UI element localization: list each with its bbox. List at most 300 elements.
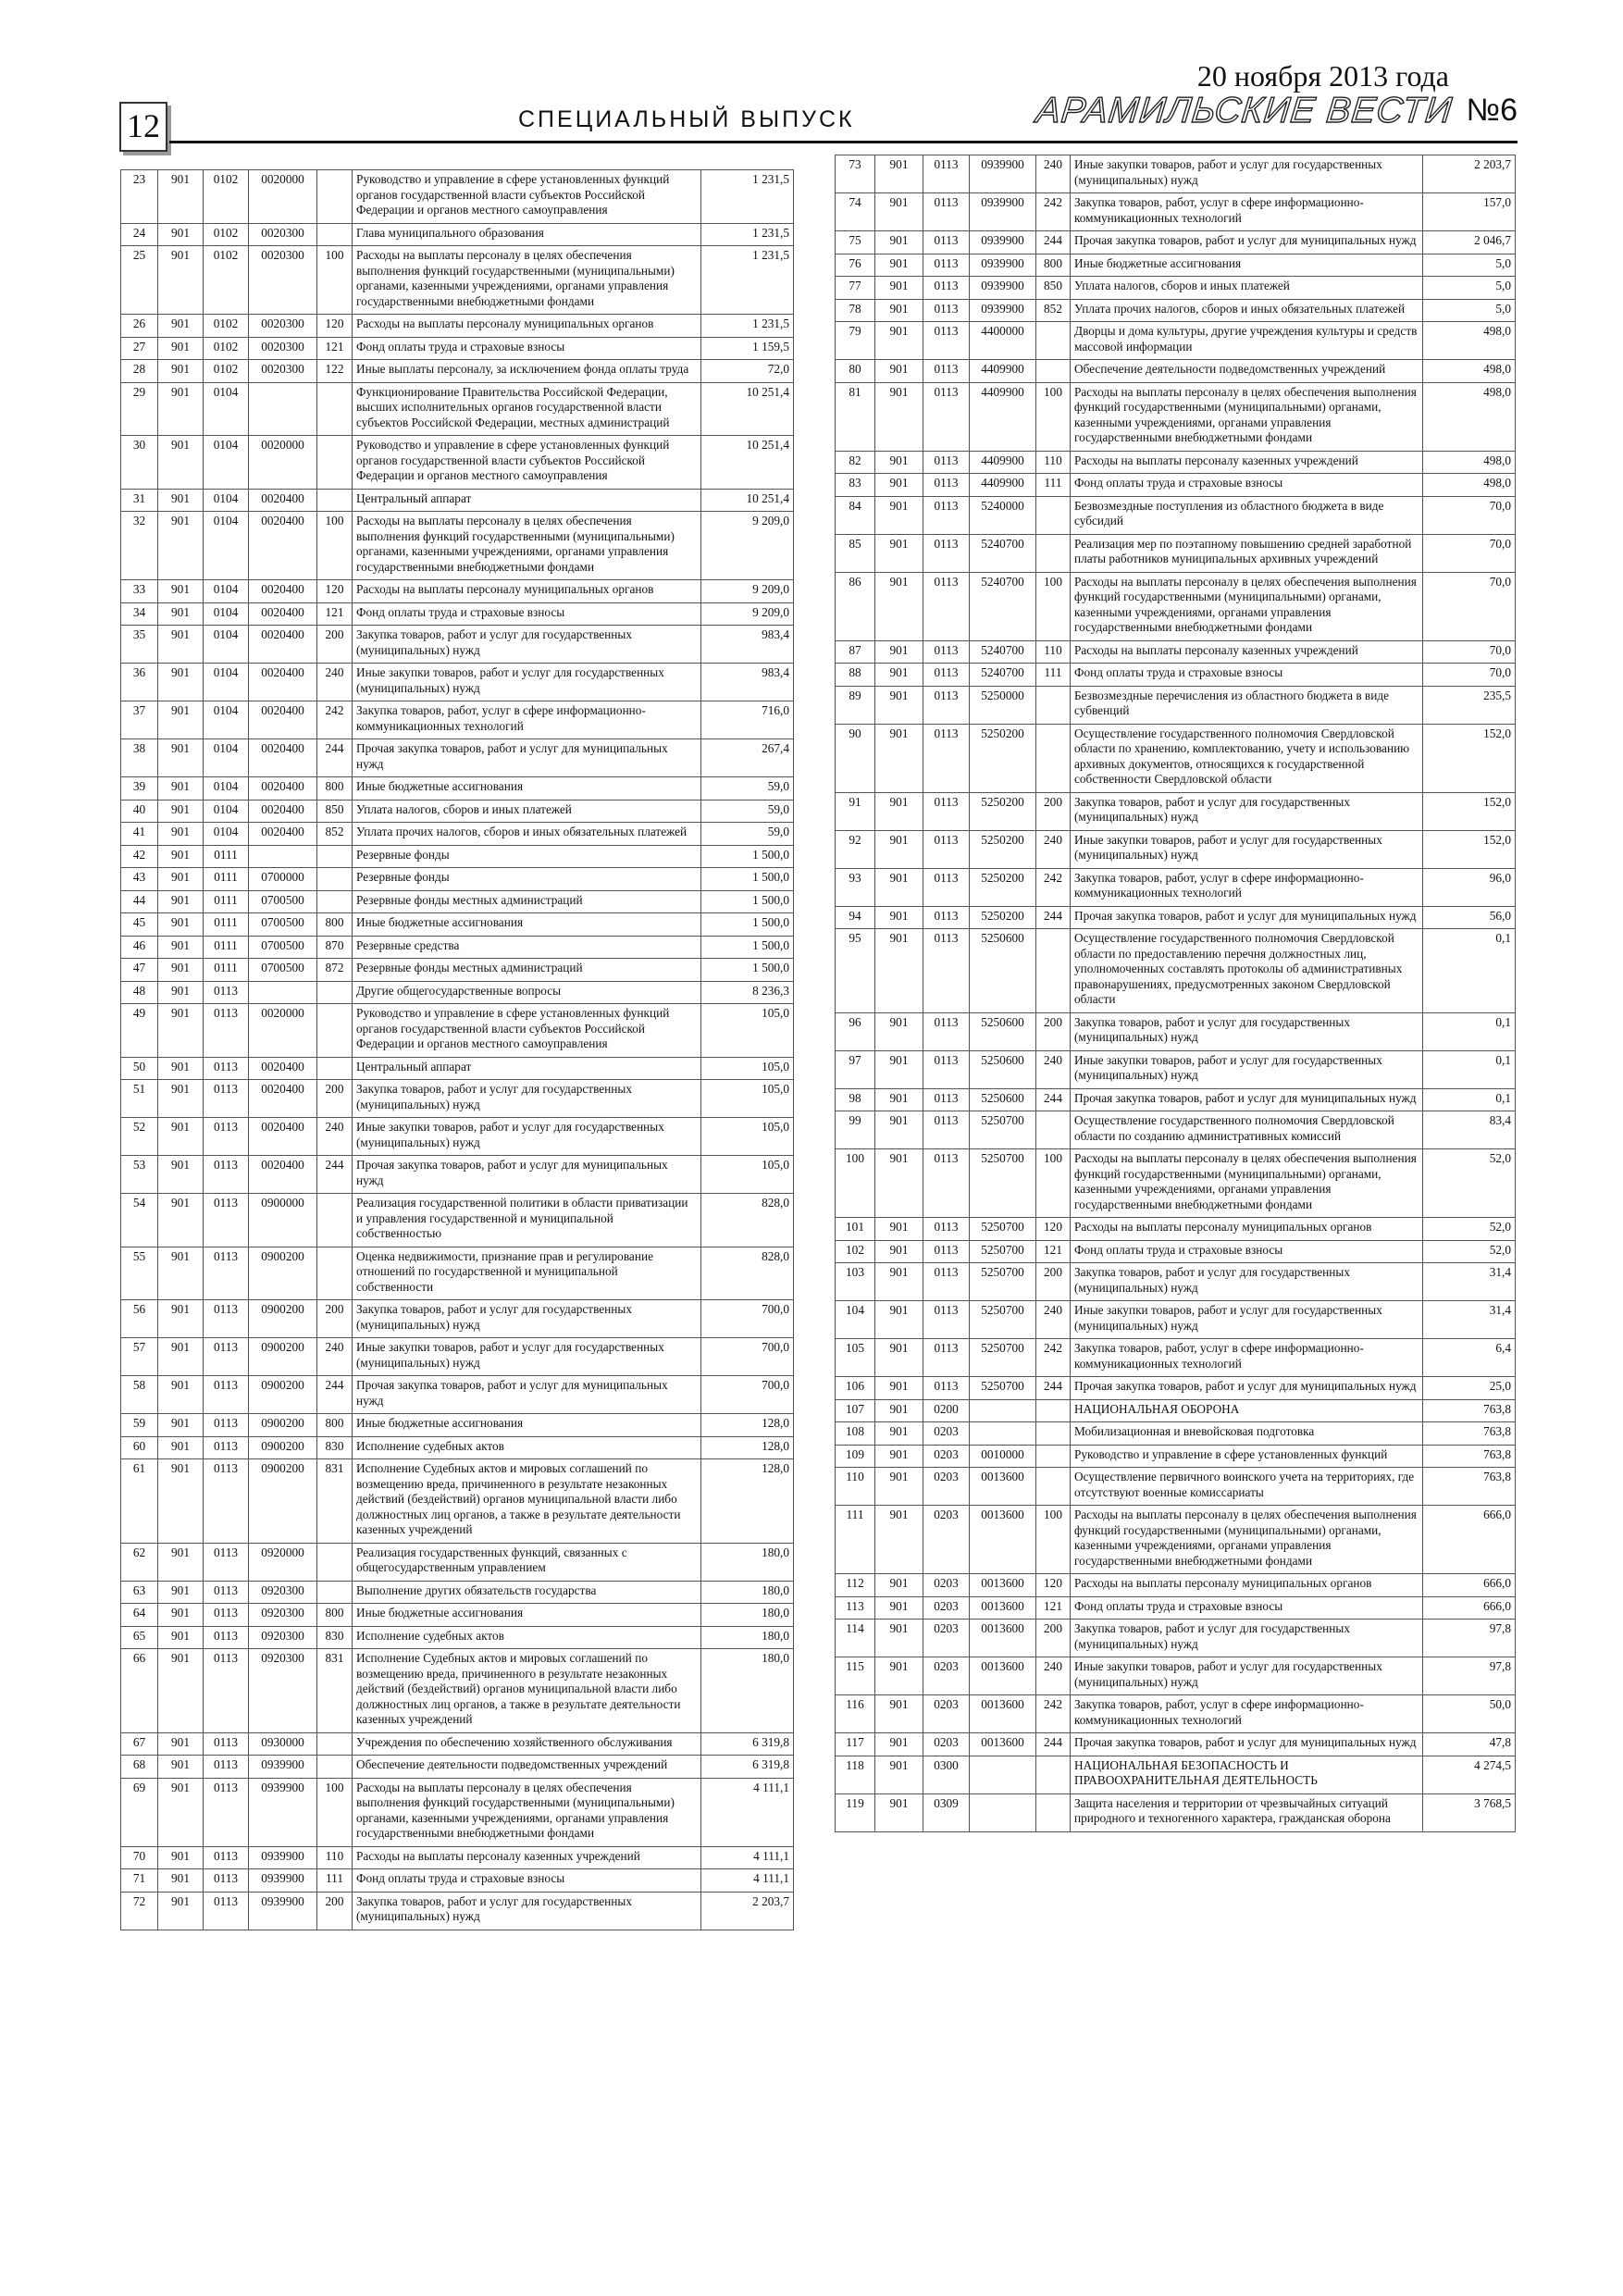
- amount-cell: 700,0: [701, 1300, 794, 1338]
- table-row: [836, 360, 1516, 383]
- admin-code-cell: 901: [158, 1581, 204, 1604]
- admin-code-cell: 901: [158, 337, 204, 360]
- table-row: [836, 254, 1516, 277]
- row-number-cell: 97: [836, 1050, 875, 1088]
- section-code-cell: 0113: [923, 254, 970, 277]
- row-number-cell: 57: [121, 1338, 158, 1376]
- amount-cell: 498,0: [1423, 451, 1516, 474]
- admin-code-cell: 901: [158, 890, 204, 913]
- table-row: [121, 868, 794, 891]
- target-item-cell: 0900200: [249, 1459, 317, 1544]
- table-row: [121, 1436, 794, 1459]
- target-item-cell: 4409900: [970, 382, 1036, 451]
- expense-type-cell: 121: [1036, 1596, 1071, 1620]
- expense-type-cell: 831: [317, 1459, 353, 1544]
- row-number-cell: 38: [121, 739, 158, 777]
- row-number-cell: 24: [121, 223, 158, 246]
- table-row: [836, 830, 1516, 868]
- item-name-cell: Иные закупки товаров, работ и услуг для государственных (муниципальных) нужд: [353, 1338, 701, 1376]
- target-item-cell: 0939900: [970, 254, 1036, 277]
- row-number-cell: 119: [836, 1793, 875, 1831]
- admin-code-cell: 901: [875, 496, 923, 534]
- expense-type-cell: 110: [1036, 640, 1071, 664]
- admin-code-cell: 901: [158, 1756, 204, 1779]
- table-row: [836, 1422, 1516, 1446]
- target-item-cell: 0930000: [249, 1732, 317, 1756]
- row-number-cell: 59: [121, 1414, 158, 1437]
- table-row: [121, 800, 794, 823]
- section-code-cell: 0203: [923, 1695, 970, 1733]
- amount-cell: 8 236,3: [701, 981, 794, 1004]
- target-item-cell: 5250700: [970, 1240, 1036, 1263]
- amount-cell: 9 209,0: [701, 602, 794, 626]
- item-name-cell: Иные выплаты персоналу, за исключением фонда оплаты труда: [353, 360, 701, 383]
- table-row: [836, 1240, 1516, 1263]
- target-item-cell: 0013600: [970, 1657, 1036, 1695]
- row-number-cell: 78: [836, 299, 875, 322]
- section-code-cell: 0111: [204, 845, 249, 868]
- row-number-cell: 25: [121, 246, 158, 315]
- target-item-cell: 0020000: [249, 436, 317, 490]
- admin-code-cell: 901: [875, 231, 923, 254]
- amount-cell: 59,0: [701, 800, 794, 823]
- item-name-cell: Оценка недвижимости, признание прав и регулирование отношений по государственной и муниципальной собственности: [353, 1247, 701, 1300]
- section-code-cell: 0111: [204, 959, 249, 982]
- section-code-cell: 0111: [204, 913, 249, 937]
- target-item-cell: 5250200: [970, 792, 1036, 830]
- admin-code-cell: 901: [875, 1468, 923, 1506]
- row-number-cell: 95: [836, 929, 875, 1013]
- table-row: [836, 1399, 1516, 1422]
- section-code-cell: 0113: [923, 1111, 970, 1149]
- amount-cell: 180,0: [701, 1543, 794, 1581]
- target-item-cell: 5250200: [970, 830, 1036, 868]
- admin-code-cell: 901: [158, 800, 204, 823]
- item-name-cell: Исполнение судебных актов: [353, 1626, 701, 1649]
- row-number-cell: 93: [836, 868, 875, 906]
- expense-type-cell: 242: [1036, 868, 1071, 906]
- table-row: [121, 1338, 794, 1376]
- admin-code-cell: 901: [875, 1399, 923, 1422]
- item-name-cell: Расходы на выплаты персоналу в целях обеспечения выполнения функций государственными (муниципальными) органами, казенными учреждениями, органами управления государственными внебюджетными фондами: [1071, 1149, 1423, 1218]
- table-row: [121, 1649, 794, 1733]
- row-number-cell: 112: [836, 1574, 875, 1597]
- row-number-cell: 73: [836, 155, 875, 193]
- admin-code-cell: 901: [875, 1149, 923, 1218]
- target-item-cell: [970, 1399, 1036, 1422]
- table-row: [121, 1194, 794, 1247]
- section-code-cell: 0309: [923, 1793, 970, 1831]
- admin-code-cell: 901: [875, 1012, 923, 1050]
- item-name-cell: Расходы на выплаты персоналу в целях обеспечения выполнения функций государственными (муниципальными) органами, казенными учреждениями, органами управления государственными внебюджетными фондами: [1071, 382, 1423, 451]
- admin-code-cell: 901: [158, 823, 204, 846]
- target-item-cell: 0939900: [249, 1756, 317, 1779]
- amount-cell: 10 251,4: [701, 436, 794, 490]
- section-code-cell: 0113: [923, 155, 970, 193]
- amount-cell: 52,0: [1423, 1218, 1516, 1241]
- row-number-cell: 102: [836, 1240, 875, 1263]
- expense-type-cell: 240: [1036, 1050, 1071, 1088]
- table-row: [836, 1050, 1516, 1088]
- amount-cell: 6 319,8: [701, 1756, 794, 1779]
- item-name-cell: Реализация государственных функций, связанных с общегосударственным управлением: [353, 1543, 701, 1581]
- amount-cell: 763,8: [1423, 1422, 1516, 1446]
- target-item-cell: 0020300: [249, 246, 317, 315]
- table-row: [121, 890, 794, 913]
- item-name-cell: Прочая закупка товаров, работ и услуг для муниципальных нужд: [1071, 1088, 1423, 1111]
- row-number-cell: 83: [836, 474, 875, 497]
- admin-code-cell: 901: [158, 1626, 204, 1649]
- amount-cell: 6 319,8: [701, 1732, 794, 1756]
- section-code-cell: 0203: [923, 1596, 970, 1620]
- row-number-cell: 47: [121, 959, 158, 982]
- item-name-cell: Иные закупки товаров, работ и услуг для государственных (муниципальных) нужд: [353, 664, 701, 701]
- item-name-cell: Руководство и управление в сфере установленных функций: [1071, 1445, 1423, 1468]
- table-row: [121, 1118, 794, 1156]
- admin-code-cell: 901: [158, 315, 204, 338]
- section-code-cell: 0113: [923, 231, 970, 254]
- admin-code-cell: 901: [158, 382, 204, 436]
- row-number-cell: 107: [836, 1399, 875, 1422]
- section-code-cell: 0113: [923, 792, 970, 830]
- section-code-cell: 0113: [204, 1778, 249, 1846]
- expense-type-cell: 244: [317, 1376, 353, 1414]
- table-row: [836, 1012, 1516, 1050]
- item-name-cell: Обеспечение деятельности подведомственных учреждений: [353, 1756, 701, 1779]
- amount-cell: 0,1: [1423, 929, 1516, 1013]
- row-number-cell: 118: [836, 1756, 875, 1793]
- admin-code-cell: 901: [875, 1301, 923, 1339]
- amount-cell: 180,0: [701, 1626, 794, 1649]
- expense-type-cell: [1036, 1756, 1071, 1793]
- expense-type-cell: 244: [317, 1156, 353, 1194]
- amount-cell: 52,0: [1423, 1149, 1516, 1218]
- item-name-cell: Расходы на выплаты персоналу муниципальных органов: [353, 580, 701, 603]
- admin-code-cell: 901: [158, 1004, 204, 1058]
- admin-code-cell: 901: [158, 1376, 204, 1414]
- table-row: [836, 1218, 1516, 1241]
- amount-cell: 763,8: [1423, 1399, 1516, 1422]
- table-row: [121, 382, 794, 436]
- target-item-cell: 0920300: [249, 1626, 317, 1649]
- expense-type-cell: [1036, 1111, 1071, 1149]
- item-name-cell: Иные закупки товаров, работ и услуг для государственных (муниципальных) нужд: [1071, 830, 1423, 868]
- section-code-cell: 0113: [204, 1414, 249, 1437]
- amount-cell: 2 203,7: [701, 1892, 794, 1930]
- expense-type-cell: [317, 981, 353, 1004]
- item-name-cell: Прочая закупка товаров, работ и услуг для муниципальных нужд: [353, 739, 701, 777]
- item-name-cell: Расходы на выплаты персоналу в целях обеспечения выполнения функций государственными (муниципальными) органами, казенными учреждениями, органами управления государственными внебюджетными фондами: [1071, 572, 1423, 640]
- target-item-cell: 5250700: [970, 1377, 1036, 1400]
- admin-code-cell: 901: [158, 360, 204, 383]
- section-code-cell: 0111: [204, 936, 249, 959]
- admin-code-cell: 901: [158, 981, 204, 1004]
- section-code-cell: 0113: [204, 1194, 249, 1247]
- table-row: [836, 193, 1516, 231]
- row-number-cell: 88: [836, 664, 875, 687]
- target-item-cell: 0020400: [249, 626, 317, 664]
- table-row: [121, 436, 794, 490]
- table-row: [121, 1543, 794, 1581]
- amount-cell: 700,0: [701, 1338, 794, 1376]
- section-code-cell: 0104: [204, 739, 249, 777]
- admin-code-cell: 901: [875, 474, 923, 497]
- section-code-cell: 0113: [923, 1263, 970, 1301]
- amount-cell: 1 500,0: [701, 913, 794, 937]
- expense-type-cell: [317, 868, 353, 891]
- amount-cell: 105,0: [701, 1004, 794, 1058]
- table-row: [836, 1111, 1516, 1149]
- target-item-cell: 0013600: [970, 1620, 1036, 1657]
- section-code-cell: 0113: [204, 981, 249, 1004]
- target-item-cell: 0020400: [249, 1118, 317, 1156]
- item-name-cell: Закупка товаров, работ и услуг для государственных (муниципальных) нужд: [353, 1892, 701, 1930]
- item-name-cell: Осуществление первичного воинского учета на территориях, где отсутствуют военные комиссариаты: [1071, 1468, 1423, 1506]
- table-row: [836, 640, 1516, 664]
- table-row: [836, 1657, 1516, 1695]
- amount-cell: 128,0: [701, 1414, 794, 1437]
- section-code-cell: 0104: [204, 602, 249, 626]
- section-code-cell: 0113: [204, 1649, 249, 1733]
- admin-code-cell: 901: [875, 254, 923, 277]
- table-row: [121, 1604, 794, 1627]
- table-row: [836, 1339, 1516, 1377]
- admin-code-cell: 901: [158, 1057, 204, 1080]
- expense-type-cell: 242: [1036, 193, 1071, 231]
- section-code-cell: 0113: [923, 474, 970, 497]
- target-item-cell: 5240700: [970, 534, 1036, 572]
- admin-code-cell: 901: [875, 1377, 923, 1400]
- expense-type-cell: [317, 170, 353, 224]
- section-code-cell: 0113: [923, 451, 970, 474]
- admin-code-cell: 901: [158, 1543, 204, 1581]
- expense-type-cell: 122: [317, 360, 353, 383]
- section-code-cell: 0203: [923, 1574, 970, 1597]
- amount-cell: 983,4: [701, 664, 794, 701]
- target-item-cell: 0920300: [249, 1604, 317, 1627]
- row-number-cell: 31: [121, 489, 158, 512]
- row-number-cell: 62: [121, 1543, 158, 1581]
- admin-code-cell: 901: [875, 1445, 923, 1468]
- section-code-cell: 0113: [204, 1604, 249, 1627]
- expense-type-cell: 240: [317, 1118, 353, 1156]
- admin-code-cell: 901: [158, 512, 204, 580]
- target-item-cell: 0939900: [249, 1846, 317, 1869]
- item-name-cell: Резервные фонды: [353, 868, 701, 891]
- section-code-cell: 0104: [204, 664, 249, 701]
- target-item-cell: 0020400: [249, 1057, 317, 1080]
- amount-cell: 105,0: [701, 1156, 794, 1194]
- table-row: [121, 701, 794, 739]
- expense-type-cell: 830: [317, 1626, 353, 1649]
- row-number-cell: 71: [121, 1869, 158, 1893]
- expense-type-cell: 244: [1036, 1733, 1071, 1756]
- amount-cell: 2 203,7: [1423, 155, 1516, 193]
- target-item-cell: 5250200: [970, 868, 1036, 906]
- target-item-cell: 0020400: [249, 1156, 317, 1194]
- item-name-cell: Закупка товаров, работ и услуг для государственных (муниципальных) нужд: [1071, 1620, 1423, 1657]
- amount-cell: 31,4: [1423, 1263, 1516, 1301]
- table-row: [836, 231, 1516, 254]
- expense-type-cell: [317, 1732, 353, 1756]
- section-code-cell: 0113: [923, 496, 970, 534]
- row-number-cell: 108: [836, 1422, 875, 1446]
- expense-type-cell: 100: [1036, 572, 1071, 640]
- budget-table-right: [835, 155, 1516, 1832]
- row-number-cell: 99: [836, 1111, 875, 1149]
- section-code-cell: 0113: [923, 686, 970, 724]
- row-number-cell: 64: [121, 1604, 158, 1627]
- table-row: [121, 739, 794, 777]
- expense-type-cell: 200: [1036, 1263, 1071, 1301]
- amount-cell: 235,5: [1423, 686, 1516, 724]
- section-code-cell: 0111: [204, 868, 249, 891]
- target-item-cell: 4409900: [970, 360, 1036, 383]
- item-name-cell: Руководство и управление в сфере установленных функций органов государственной власти субъектов Российской Федерации и органов местного самоуправления: [353, 436, 701, 490]
- row-number-cell: 53: [121, 1156, 158, 1194]
- expense-type-cell: [1036, 1445, 1071, 1468]
- table-row: [121, 1300, 794, 1338]
- admin-code-cell: 901: [875, 1088, 923, 1111]
- target-item-cell: 4400000: [970, 322, 1036, 360]
- expense-type-cell: [317, 489, 353, 512]
- amount-cell: 828,0: [701, 1194, 794, 1247]
- expense-type-cell: [1036, 1399, 1071, 1422]
- amount-cell: 6,4: [1423, 1339, 1516, 1377]
- table-row: [121, 1376, 794, 1414]
- admin-code-cell: 901: [875, 1240, 923, 1263]
- item-name-cell: Закупка товаров, работ и услуг для государственных (муниципальных) нужд: [1071, 792, 1423, 830]
- expense-type-cell: 200: [1036, 1620, 1071, 1657]
- amount-cell: 498,0: [1423, 474, 1516, 497]
- section-code-cell: 0203: [923, 1657, 970, 1695]
- admin-code-cell: 901: [158, 1080, 204, 1118]
- amount-cell: 0,1: [1423, 1050, 1516, 1088]
- section-code-cell: 0203: [923, 1733, 970, 1756]
- item-name-cell: Расходы на выплаты персоналу в целях обеспечения выполнения функций государственными (муниципальными) органами, казенными учреждениями, органами управления государственными внебюджетными фондами: [353, 1778, 701, 1846]
- table-row: [836, 929, 1516, 1013]
- admin-code-cell: 901: [875, 929, 923, 1013]
- row-number-cell: 66: [121, 1649, 158, 1733]
- amount-cell: 83,4: [1423, 1111, 1516, 1149]
- target-item-cell: 0939900: [970, 231, 1036, 254]
- row-number-cell: 109: [836, 1445, 875, 1468]
- table-row: [121, 823, 794, 846]
- item-name-cell: Иные закупки товаров, работ и услуг для государственных (муниципальных) нужд: [1071, 1301, 1423, 1339]
- target-item-cell: 5240000: [970, 496, 1036, 534]
- admin-code-cell: 901: [158, 959, 204, 982]
- admin-code-cell: 901: [875, 155, 923, 193]
- item-name-cell: Расходы на выплаты персоналу в целях обеспечения выполнения функций государственными (муниципальными) органами, казенными учреждениями, органами управления государственными внебюджетными фондами: [1071, 1506, 1423, 1574]
- amount-cell: 498,0: [1423, 322, 1516, 360]
- amount-cell: 5,0: [1423, 277, 1516, 300]
- section-code-cell: 0113: [923, 1149, 970, 1218]
- target-item-cell: 0920000: [249, 1543, 317, 1581]
- amount-cell: 70,0: [1423, 664, 1516, 687]
- target-item-cell: [970, 1793, 1036, 1831]
- section-code-cell: 0113: [923, 1050, 970, 1088]
- section-code-cell: 0113: [923, 640, 970, 664]
- expense-type-cell: [1036, 1468, 1071, 1506]
- item-name-cell: Резервные фонды местных администраций: [353, 890, 701, 913]
- item-name-cell: Центральный аппарат: [353, 489, 701, 512]
- item-name-cell: Исполнение Судебных актов и мировых соглашений по возмещению вреда, причиненного в результате незаконных действий (бездействий) органов муниципальной власти либо должностных лиц органов, а также в результате деятельности казенных учреждений: [353, 1649, 701, 1733]
- item-name-cell: Резервные фонды местных администраций: [353, 959, 701, 982]
- item-name-cell: Реализация государственной политики в области приватизации и управления государственной и муниципальной собственностью: [353, 1194, 701, 1247]
- admin-code-cell: 901: [875, 360, 923, 383]
- section-code-cell: 0113: [923, 664, 970, 687]
- item-name-cell: Прочая закупка товаров, работ и услуг для муниципальных нужд: [353, 1376, 701, 1414]
- expense-type-cell: 240: [317, 664, 353, 701]
- admin-code-cell: 901: [158, 1459, 204, 1544]
- expense-type-cell: 244: [1036, 1377, 1071, 1400]
- admin-code-cell: 901: [158, 739, 204, 777]
- amount-cell: 9 209,0: [701, 580, 794, 603]
- admin-code-cell: 901: [158, 1194, 204, 1247]
- item-name-cell: Уплата прочих налогов, сборов и иных обязательных платежей: [1071, 299, 1423, 322]
- item-name-cell: Расходы на выплаты персоналу в целях обеспечения выполнения функций государственными (муниципальными) органами, казенными учреждениями, органами управления государственными внебюджетными фондами: [353, 246, 701, 315]
- expense-type-cell: 200: [317, 626, 353, 664]
- amount-cell: 0,1: [1423, 1088, 1516, 1111]
- table-row: [836, 686, 1516, 724]
- item-name-cell: Закупка товаров, работ, услуг в сфере информационно-коммуникационных технологий: [1071, 1339, 1423, 1377]
- target-item-cell: 4409900: [970, 451, 1036, 474]
- row-number-cell: 100: [836, 1149, 875, 1218]
- item-name-cell: Фонд оплаты труда и страховые взносы: [1071, 1596, 1423, 1620]
- expense-type-cell: 242: [1036, 1695, 1071, 1733]
- section-code-cell: 0203: [923, 1506, 970, 1574]
- expense-type-cell: [317, 1247, 353, 1300]
- expense-type-cell: [317, 223, 353, 246]
- item-name-cell: Функционирование Правительства Российской Федерации, высших исполнительных органов государственной власти субъектов Российской Федерации, местных администраций: [353, 382, 701, 436]
- section-code-cell: 0113: [923, 277, 970, 300]
- target-item-cell: 0020300: [249, 223, 317, 246]
- expense-type-cell: 244: [317, 739, 353, 777]
- admin-code-cell: 901: [875, 830, 923, 868]
- item-name-cell: Руководство и управление в сфере установленных функций органов государственной власти субъектов Российской Федерации и органов местного самоуправления: [353, 1004, 701, 1058]
- item-name-cell: Прочая закупка товаров, работ и услуг для муниципальных нужд: [1071, 231, 1423, 254]
- target-item-cell: 4409900: [970, 474, 1036, 497]
- item-name-cell: Фонд оплаты труда и страховые взносы: [1071, 1240, 1423, 1263]
- admin-code-cell: 901: [158, 1300, 204, 1338]
- section-code-cell: 0102: [204, 246, 249, 315]
- item-name-cell: Фонд оплаты труда и страховые взносы: [353, 337, 701, 360]
- admin-code-cell: 901: [875, 534, 923, 572]
- target-item-cell: [249, 845, 317, 868]
- target-item-cell: 5250700: [970, 1263, 1036, 1301]
- target-item-cell: 0020300: [249, 337, 317, 360]
- admin-code-cell: 901: [158, 1649, 204, 1733]
- section-code-cell: 0113: [923, 1339, 970, 1377]
- item-name-cell: Резервные средства: [353, 936, 701, 959]
- table-row: [121, 1080, 794, 1118]
- row-number-cell: 30: [121, 436, 158, 490]
- table-row: [836, 792, 1516, 830]
- row-number-cell: 48: [121, 981, 158, 1004]
- expense-type-cell: 121: [1036, 1240, 1071, 1263]
- amount-cell: 52,0: [1423, 1240, 1516, 1263]
- item-name-cell: Фонд оплаты труда и страховые взносы: [353, 1869, 701, 1893]
- section-code-cell: 0102: [204, 315, 249, 338]
- expense-type-cell: 121: [317, 337, 353, 360]
- target-item-cell: 0900200: [249, 1247, 317, 1300]
- expense-type-cell: 100: [1036, 1149, 1071, 1218]
- row-number-cell: 75: [836, 231, 875, 254]
- admin-code-cell: 901: [158, 1846, 204, 1869]
- table-row: [836, 496, 1516, 534]
- item-name-cell: Уплата налогов, сборов и иных платежей: [1071, 277, 1423, 300]
- row-number-cell: 49: [121, 1004, 158, 1058]
